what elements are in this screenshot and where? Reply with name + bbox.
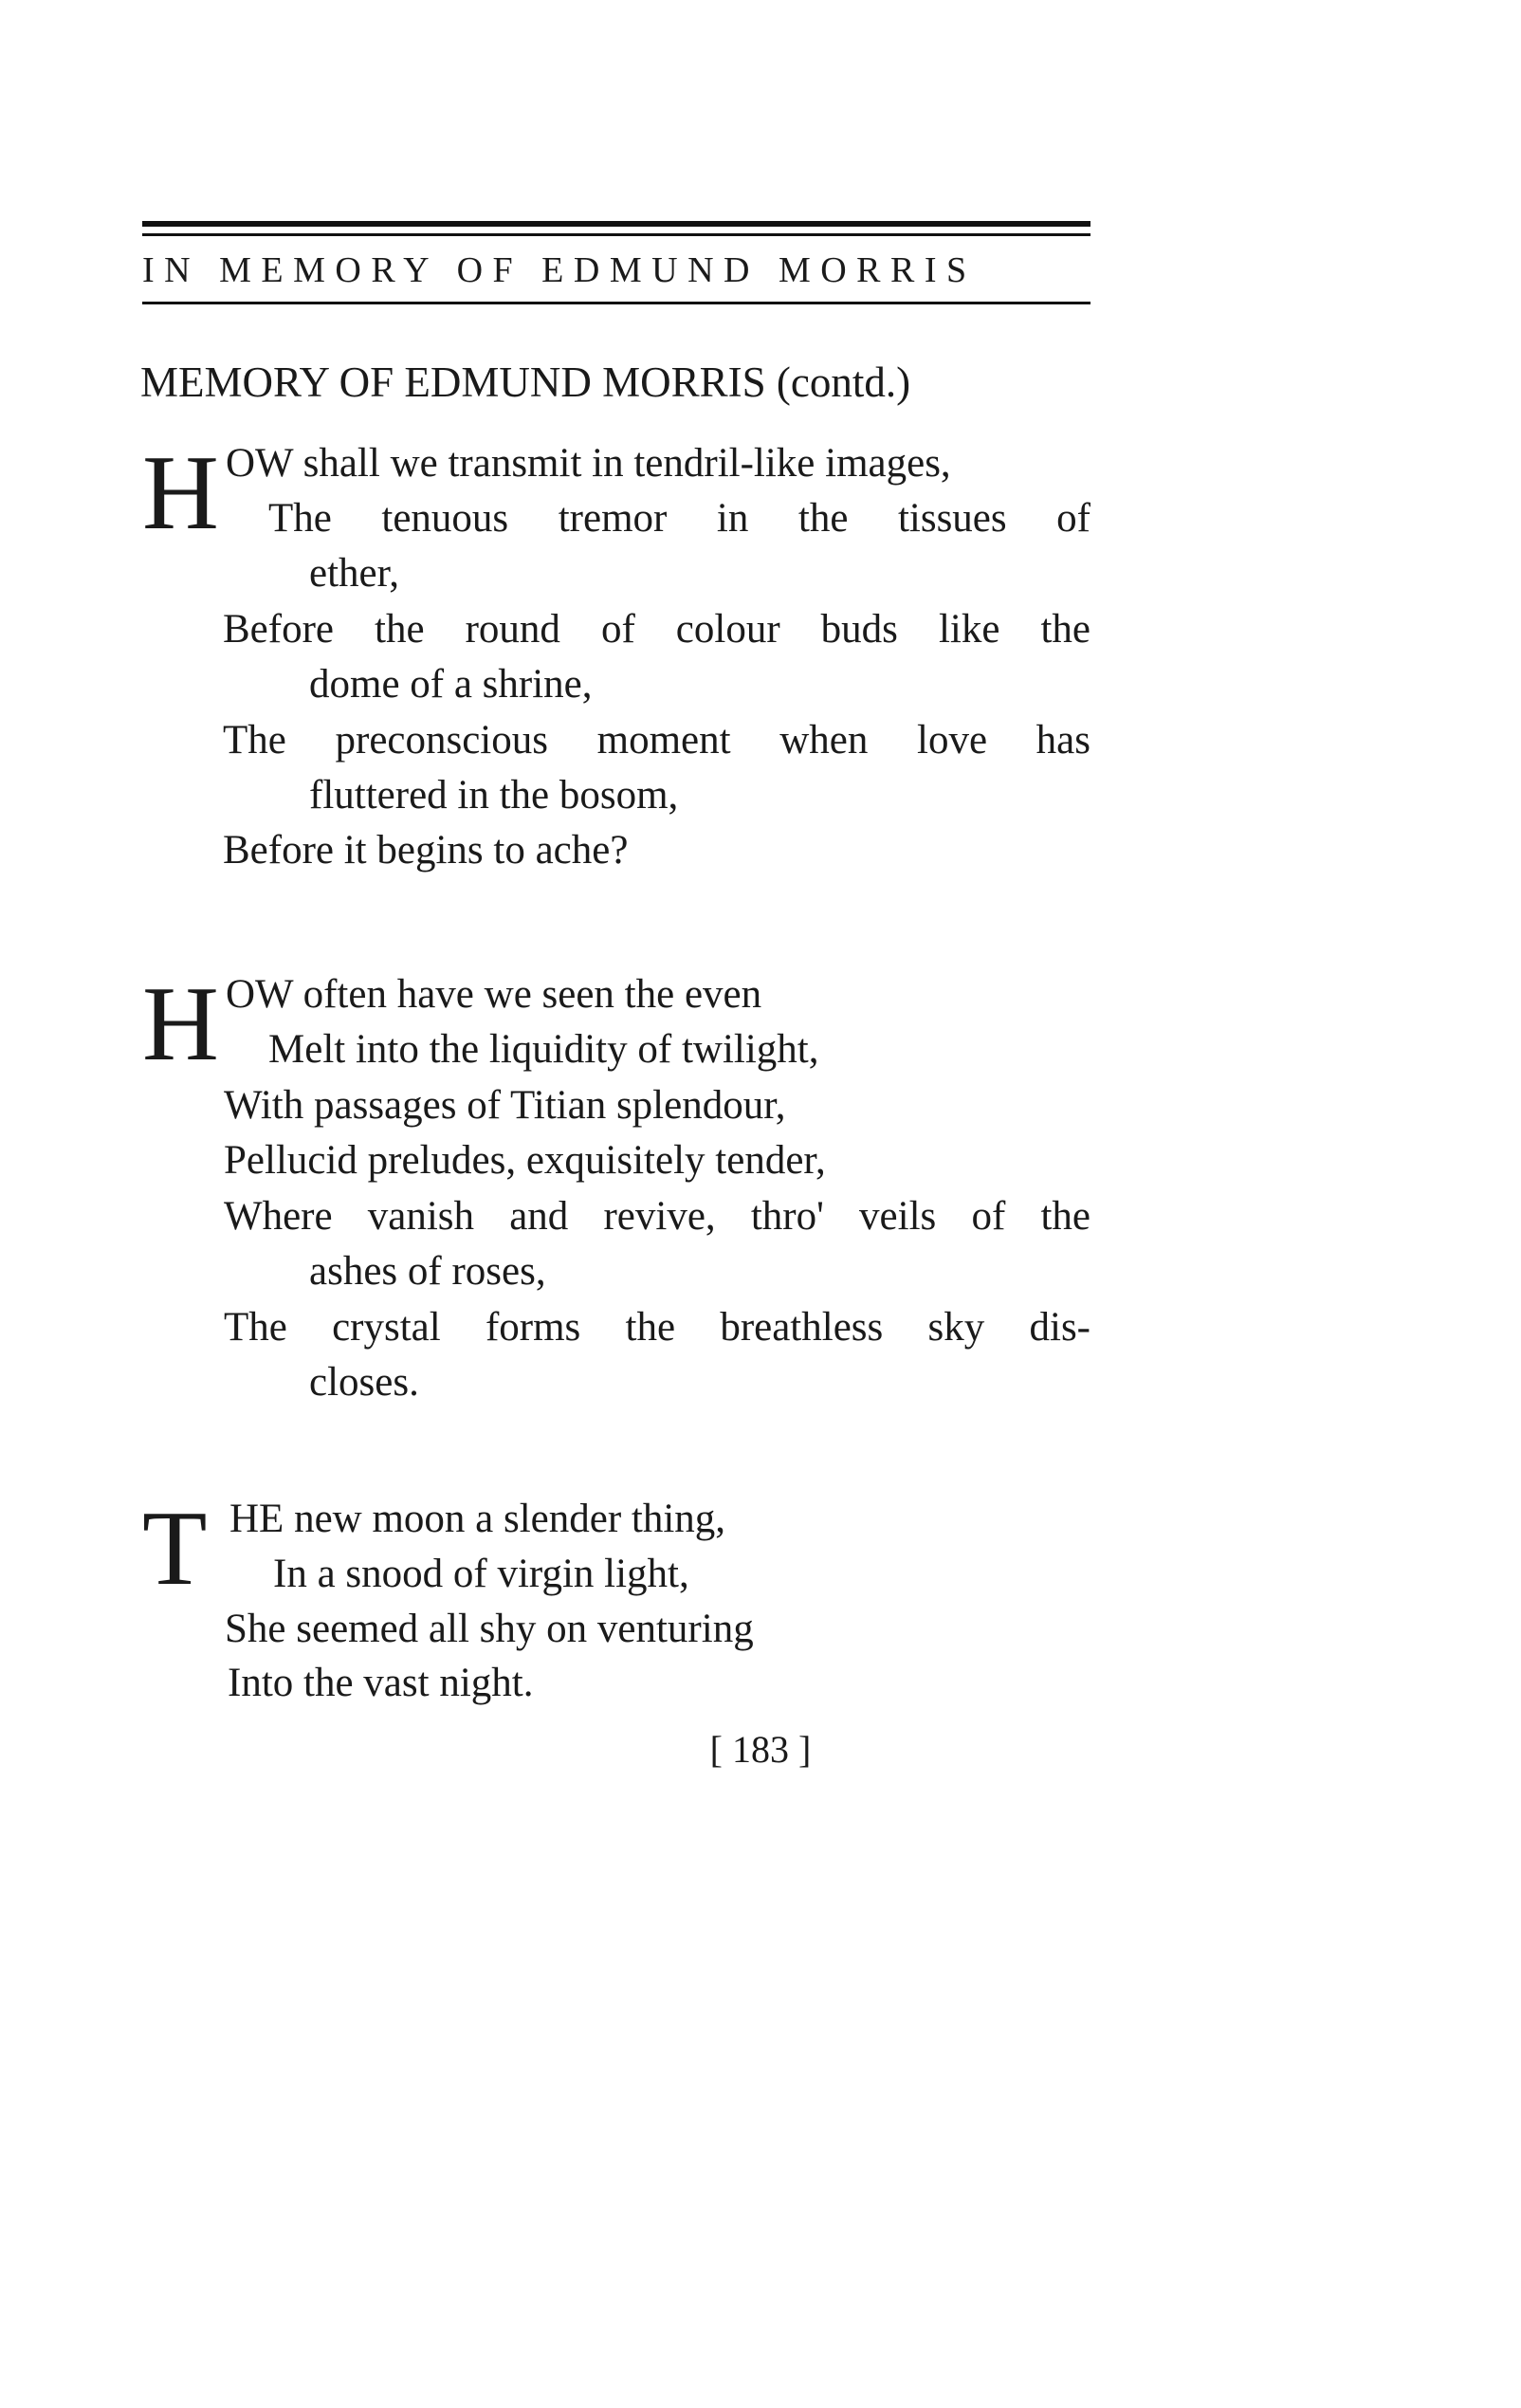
verse-line: Where vanish and revive, thro' veils of the	[224, 1194, 1090, 1239]
header-rule-bottom	[142, 302, 1090, 304]
verse-line: Pellucid preludes, exquisitely tender,	[224, 1138, 826, 1183]
verse-line: She seemed all shy on venturing	[225, 1607, 754, 1651]
verse-line: Before the round of colour buds like the	[223, 607, 1090, 652]
verse-line: In a snood of virgin light,	[273, 1552, 689, 1596]
running-head: IN MEMORY OF EDMUND MORRIS	[142, 250, 977, 290]
verse-line: OW often have we seen the even	[226, 972, 762, 1017]
verse-line: The tenuous tremor in the tissues of	[268, 496, 1090, 541]
verse-line: HE new moon a slender thing,	[229, 1497, 726, 1541]
verse-line: OW shall we transmit in tendril-like images,	[226, 441, 951, 486]
verse-line: Melt into the liquidity of twilight,	[268, 1027, 819, 1072]
verse-line: The preconscious moment when love has	[223, 718, 1090, 763]
verse-line: dome of a shrine,	[309, 662, 593, 707]
verse-line: With passages of Titian splendour,	[224, 1083, 786, 1128]
drop-cap: H	[142, 434, 219, 552]
verse-line: Into the vast night.	[228, 1661, 534, 1705]
header-rule-top-thin	[142, 233, 1090, 236]
verse-line: closes.	[309, 1360, 419, 1405]
verse-line: ether,	[309, 551, 399, 596]
page-title: MEMORY OF EDMUND MORRIS (contd.)	[140, 358, 911, 406]
page-number: [ 183 ]	[709, 1728, 812, 1771]
header-rule-top	[142, 221, 1090, 227]
verse-line: fluttered in the bosom,	[309, 773, 679, 818]
verse-line: Before it begins to ache?	[223, 828, 629, 873]
drop-cap: T	[142, 1490, 208, 1608]
verse-line: ashes of roses,	[309, 1249, 546, 1294]
verse-line: The crystal forms the breathless sky dis-	[224, 1305, 1090, 1350]
drop-cap: H	[142, 965, 219, 1083]
